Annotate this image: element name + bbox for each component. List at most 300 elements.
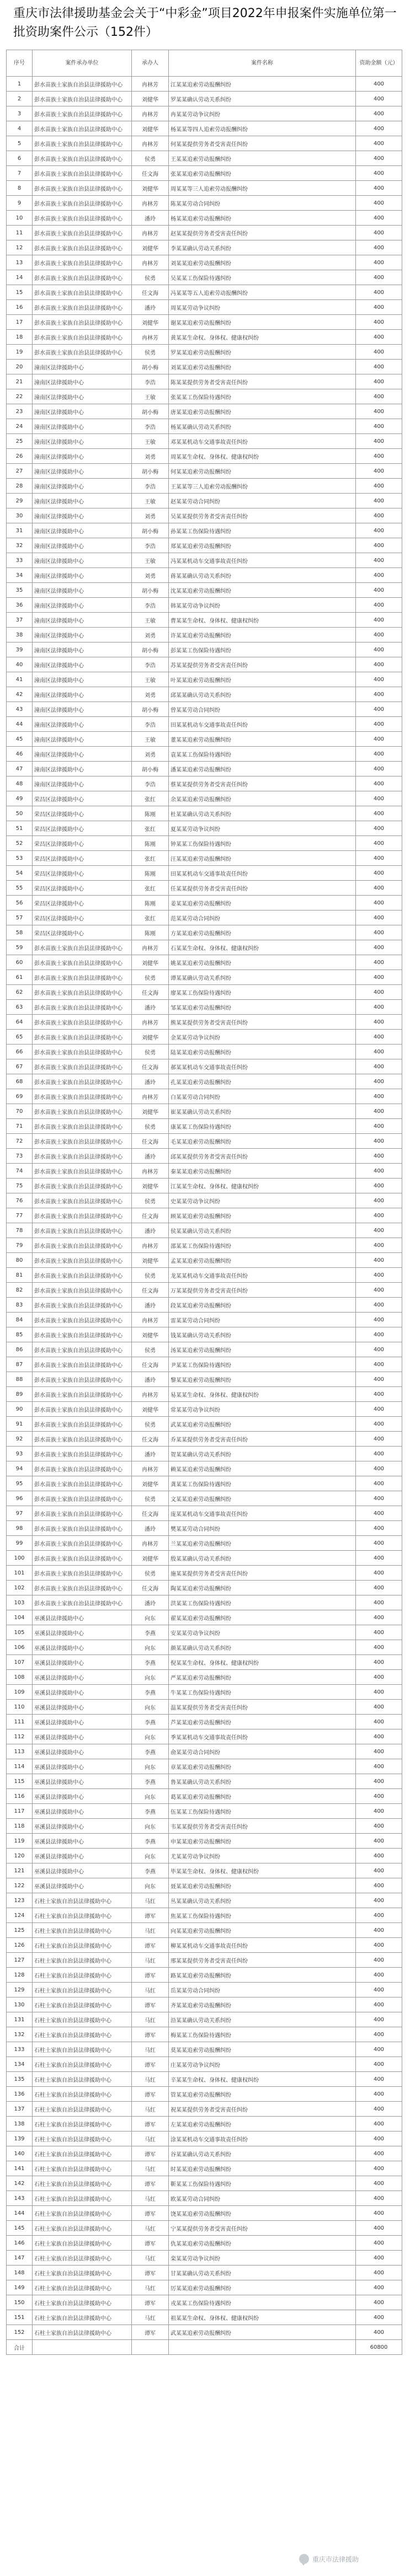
row-person: 谭军: [132, 2295, 169, 2310]
row-person: 冉林芳: [132, 196, 169, 211]
row-case: 庞某某机动车交通事故责任纠纷: [169, 1506, 356, 1521]
row-index: 30: [7, 508, 33, 523]
row-index: 85: [7, 1327, 33, 1342]
row-index: 59: [7, 940, 33, 955]
row-case: 毛某某追索劳动报酬纠纷: [169, 1134, 356, 1149]
table-row: [7, 657, 402, 672]
row-org: 巫溪县法律援助中心: [33, 1715, 132, 1729]
row-person: 向东: [132, 1789, 169, 1804]
row-person: 谭军: [132, 2027, 169, 2042]
row-org: 潼南区法律援助中心: [33, 687, 132, 702]
row-org: 巫溪县法律援助中心: [33, 1878, 132, 1893]
row-org: 彭水苗族土家族自治县法律援助中心: [33, 1357, 132, 1372]
row-amount: 400: [356, 940, 402, 955]
table-row: [7, 1997, 402, 2012]
row-case: 吴某某提供劳务者受害责任纠纷: [169, 508, 356, 523]
row-case: 崔某某确认劳动关系纠纷: [169, 1104, 356, 1119]
header-person: 承办人: [132, 50, 169, 77]
row-org: 彭水苗族土家族自治县法律援助中心: [33, 270, 132, 285]
row-person: 冉林芳: [132, 1015, 169, 1030]
row-index: 9: [7, 196, 33, 211]
row-org: 巫溪县法律援助中心: [33, 1685, 132, 1700]
row-amount: 400: [356, 270, 402, 285]
row-org: 彭水苗族土家族自治县法律援助中心: [33, 1595, 132, 1610]
table-row: [7, 196, 402, 211]
table-row: [7, 732, 402, 747]
table-row: [7, 1447, 402, 1461]
row-org: 潼南区法律援助中心: [33, 568, 132, 583]
table-row: [7, 1610, 402, 1625]
table-row: [7, 538, 402, 553]
table-row: [7, 1744, 402, 1759]
row-org: 潼南区法律援助中心: [33, 374, 132, 389]
row-case: 周某某等三人追索劳动报酬纠纷: [169, 181, 356, 196]
row-amount: 400: [356, 1313, 402, 1327]
row-org: 石柱土家族自治县法律援助中心: [33, 2191, 132, 2206]
row-person: 李燕: [132, 1744, 169, 1759]
total-empty-cell: [132, 2340, 169, 2355]
row-index: 99: [7, 1536, 33, 1551]
row-amount: 400: [356, 151, 402, 166]
row-case: 路某某追索劳动报酬纠纷: [169, 1968, 356, 1983]
row-person: 王敏: [132, 434, 169, 449]
watermark-text: 重庆市法律援助: [312, 2555, 359, 2563]
row-amount: 400: [356, 1104, 402, 1119]
table-row: [7, 628, 402, 642]
row-case: 仇某某追索劳动报酬纠纷: [169, 2236, 356, 2251]
row-org: 石柱土家族自治县法律援助中心: [33, 2087, 132, 2102]
table-row: [7, 121, 402, 136]
row-org: 石柱土家族自治县法律援助中心: [33, 1923, 132, 1938]
row-case: 许某某追索劳动报酬纠纷: [169, 628, 356, 642]
row-index: 129: [7, 1983, 33, 1997]
row-index: 120: [7, 1849, 33, 1863]
table-row: [7, 970, 402, 985]
row-person: 冉林芳: [132, 226, 169, 240]
row-index: 103: [7, 1595, 33, 1610]
row-case: 季某某机动车交通事故责任纠纷: [169, 1729, 356, 1744]
row-case: 邓某某机动车交通事故责任纠纷: [169, 434, 356, 449]
row-index: 127: [7, 1953, 33, 1968]
table-row: [7, 1878, 402, 1893]
table-row: [7, 1536, 402, 1551]
header-amount: 资助金额（元）: [356, 50, 402, 77]
row-amount: 400: [356, 211, 402, 226]
table-row: [7, 2206, 402, 2221]
row-index: 141: [7, 2161, 33, 2176]
row-person: 冉林芳: [132, 106, 169, 121]
row-org: 石柱土家族自治县法律援助中心: [33, 2132, 132, 2146]
row-amount: 400: [356, 1372, 402, 1387]
row-person: 刘健华: [132, 181, 169, 196]
row-index: 65: [7, 1030, 33, 1045]
row-case: 陈某某劳动合同纠纷: [169, 196, 356, 211]
row-index: 123: [7, 1893, 33, 1908]
table-row: [7, 2236, 402, 2251]
table-row: [7, 166, 402, 181]
row-case: 彭某某工伤保险待遇纠纷: [169, 642, 356, 657]
row-index: 2: [7, 92, 33, 106]
row-case: 熊某某提供劳务者受害责任纠纷: [169, 1015, 356, 1030]
row-case: 柳某某机动车交通事故责任纠纷: [169, 1938, 356, 1953]
row-org: 彭水苗族土家族自治县法律援助中心: [33, 1566, 132, 1581]
row-amount: 400: [356, 523, 402, 538]
row-amount: 400: [356, 911, 402, 925]
row-amount: 400: [356, 360, 402, 374]
row-index: 97: [7, 1506, 33, 1521]
table-row: [7, 896, 402, 911]
row-case: 邱某某提供劳务者受害责任纠纷: [169, 1149, 356, 1164]
row-person: 马红: [132, 2310, 169, 2325]
row-case: 尤某某劳动争议纠纷: [169, 1849, 356, 1863]
row-org: 彭水苗族土家族自治县法律援助中心: [33, 1015, 132, 1030]
row-case: 左某某追索劳动报酬纠纷: [169, 2117, 356, 2132]
row-amount: 400: [356, 955, 402, 970]
row-person: 陈刚: [132, 896, 169, 911]
row-case: 谢某某追索劳动报酬纠纷: [169, 315, 356, 330]
row-person: 侯勇: [132, 1045, 169, 1059]
row-amount: 400: [356, 672, 402, 687]
row-amount: 400: [356, 821, 402, 836]
table-row: [7, 553, 402, 568]
row-case: 王某某等三人追索劳动报酬纠纷: [169, 479, 356, 494]
table-row: [7, 791, 402, 806]
row-index: 100: [7, 1551, 33, 1566]
row-case: 聂某某追索劳动报酬纠纷: [169, 1878, 356, 1893]
table-row: [7, 1566, 402, 1581]
table-row: [7, 2117, 402, 2132]
row-person: 刘勇: [132, 508, 169, 523]
row-org: 彭水苗族土家族自治县法律援助中心: [33, 285, 132, 300]
row-index: 64: [7, 1015, 33, 1030]
row-person: 任文海: [132, 285, 169, 300]
row-case: 倪某某生命权、身体权、健康权纠纷: [169, 1655, 356, 1670]
row-amount: 400: [356, 1715, 402, 1729]
table-row: [7, 315, 402, 330]
row-case: 董某某追索劳动报酬纠纷: [169, 732, 356, 747]
row-case: 李某某确认劳动关系纠纷: [169, 240, 356, 255]
row-amount: 400: [356, 2191, 402, 2206]
row-index: 81: [7, 1268, 33, 1283]
row-person: 刘勇: [132, 449, 169, 464]
row-index: 16: [7, 300, 33, 315]
row-case: 兰某某追索劳动报酬纠纷: [169, 1536, 356, 1551]
row-index: 92: [7, 1432, 33, 1447]
row-index: 69: [7, 1089, 33, 1104]
table-row: [7, 583, 402, 598]
row-org: 荣昌区法律援助中心: [33, 791, 132, 806]
row-amount: 400: [356, 1551, 402, 1566]
row-index: 80: [7, 1253, 33, 1268]
table-row: [7, 1283, 402, 1298]
row-org: 荣昌区法律援助中心: [33, 851, 132, 866]
row-index: 57: [7, 911, 33, 925]
table-row: [7, 1893, 402, 1908]
row-amount: 400: [356, 1521, 402, 1536]
row-case: 易某某生命权、身体权、健康权纠纷: [169, 1387, 356, 1402]
table-row: [7, 1074, 402, 1089]
row-person: 谭军: [132, 2057, 169, 2072]
row-index: 112: [7, 1729, 33, 1744]
row-case: 陶某某追索劳动报酬纠纷: [169, 1581, 356, 1595]
row-case: 廖某某工伤保险待遇纠纷: [169, 985, 356, 1000]
row-amount: 400: [356, 568, 402, 583]
row-index: 73: [7, 1149, 33, 1164]
row-case: 石某某生命权、身体权、健康权纠纷: [169, 940, 356, 955]
row-person: 马红: [132, 2251, 169, 2266]
row-amount: 400: [356, 717, 402, 732]
row-amount: 400: [356, 1729, 402, 1744]
row-org: 石柱土家族自治县法律援助中心: [33, 2102, 132, 2117]
row-amount: 400: [356, 628, 402, 642]
row-case: 韩某某劳动争议纠纷: [169, 598, 356, 613]
row-index: 19: [7, 345, 33, 360]
row-person: 刘健华: [132, 1253, 169, 1268]
table-row: [7, 1700, 402, 1715]
table-row: [7, 360, 402, 374]
table-row: [7, 911, 402, 925]
row-org: 彭水苗族土家族自治县法律援助中心: [33, 77, 132, 92]
row-index: 36: [7, 598, 33, 613]
row-case: 蔡某某提供劳务者受害责任纠纷: [169, 776, 356, 791]
table-row: [7, 240, 402, 255]
row-person: 侯勇: [132, 1342, 169, 1357]
table-row: [7, 136, 402, 151]
row-person: 张红: [132, 791, 169, 806]
row-person: 李浩: [132, 538, 169, 553]
table-row: [7, 449, 402, 464]
table-row: [7, 2027, 402, 2042]
table-row: [7, 1193, 402, 1208]
table-row: [7, 151, 402, 166]
row-case: 戎某某工伤保险待遇纠纷: [169, 2295, 356, 2310]
row-case: 金某某劳动争议纠纷: [169, 1030, 356, 1045]
table-row: [7, 806, 402, 821]
row-org: 彭水苗族土家族自治县法律援助中心: [33, 1521, 132, 1536]
row-case: 秦某某追索劳动报酬纠纷: [169, 1164, 356, 1179]
table-row: [7, 285, 402, 300]
table-row: [7, 1819, 402, 1834]
row-amount: 400: [356, 657, 402, 672]
row-amount: 400: [356, 2325, 402, 2340]
row-case: 韦某某提供劳务者受害责任纠纷: [169, 1819, 356, 1834]
row-amount: 400: [356, 121, 402, 136]
row-amount: 400: [356, 166, 402, 181]
row-index: 98: [7, 1521, 33, 1536]
row-org: 潼南区法律援助中心: [33, 613, 132, 628]
row-index: 40: [7, 657, 33, 672]
row-person: 胡小梅: [132, 762, 169, 776]
row-index: 51: [7, 821, 33, 836]
row-index: 53: [7, 851, 33, 866]
table-row: [7, 1104, 402, 1119]
row-amount: 400: [356, 2102, 402, 2117]
table-row: [7, 389, 402, 404]
row-amount: 400: [356, 389, 402, 404]
row-case: 杨某某确认劳动关系纠纷: [169, 419, 356, 434]
row-org: 彭水苗族土家族自治县法律援助中心: [33, 151, 132, 166]
row-amount: 400: [356, 1357, 402, 1372]
row-amount: 400: [356, 1804, 402, 1819]
row-amount: 400: [356, 1670, 402, 1685]
page-title: 重庆市法律援助基金会关于“中彩金”项目2022年申报案件实施单位第一批资助案件公示（152件）: [13, 7, 397, 39]
row-case: 万某某提供劳务者受害责任纠纷: [169, 1283, 356, 1298]
table-row: [7, 1789, 402, 1804]
row-index: 114: [7, 1759, 33, 1774]
row-org: 潼南区法律援助中心: [33, 464, 132, 479]
total-label: 合计: [7, 2340, 33, 2355]
row-case: 叶某某追索劳动报酬纠纷: [169, 672, 356, 687]
row-index: 79: [7, 1238, 33, 1253]
row-person: 刘健华: [132, 1402, 169, 1417]
row-org: 石柱土家族自治县法律援助中心: [33, 1968, 132, 1983]
row-org: 潼南区法律援助中心: [33, 717, 132, 732]
row-case: 武某某追索劳动报酬纠纷: [169, 1417, 356, 1432]
table-row: [7, 2057, 402, 2072]
row-index: 33: [7, 553, 33, 568]
row-amount: 400: [356, 1685, 402, 1700]
row-amount: 400: [356, 2042, 402, 2057]
row-amount: 400: [356, 404, 402, 419]
row-person: 冉林芳: [132, 1387, 169, 1402]
table-row: [7, 866, 402, 881]
table-row: [7, 1506, 402, 1521]
row-person: 胡小梅: [132, 702, 169, 717]
row-amount: 400: [356, 77, 402, 92]
row-case: 颜某某确认劳动关系纠纷: [169, 1640, 356, 1655]
row-amount: 400: [356, 1610, 402, 1625]
row-amount: 400: [356, 2161, 402, 2176]
row-index: 152: [7, 2325, 33, 2340]
row-org: 潼南区法律援助中心: [33, 479, 132, 494]
row-index: 119: [7, 1834, 33, 1849]
row-person: 侯勇: [132, 1193, 169, 1208]
table-row: [7, 776, 402, 791]
row-index: 125: [7, 1923, 33, 1938]
row-index: 111: [7, 1715, 33, 1729]
table-row: [7, 1119, 402, 1134]
row-amount: 400: [356, 2176, 402, 2191]
row-index: 17: [7, 315, 33, 330]
row-person: 侯勇: [132, 151, 169, 166]
row-case: 郑某某追索劳动报酬纠纷: [169, 538, 356, 553]
row-amount: 400: [356, 1402, 402, 1417]
total-empty-cell: [169, 2340, 356, 2355]
row-person: 潘玲: [132, 300, 169, 315]
row-case: 樊某某劳动合同纠纷: [169, 1521, 356, 1536]
table-row: [7, 270, 402, 285]
row-case: 段某某追索劳动报酬纠纷: [169, 1298, 356, 1313]
row-org: 彭水苗族土家族自治县法律援助中心: [33, 1447, 132, 1461]
table-row: [7, 106, 402, 121]
row-person: 李浩: [132, 479, 169, 494]
row-person: 陈刚: [132, 806, 169, 821]
row-index: 52: [7, 836, 33, 851]
row-case: 莫某某追索劳动报酬纠纷: [169, 2042, 356, 2057]
row-person: 任文海: [132, 1134, 169, 1149]
table-row: [7, 1208, 402, 1223]
row-case: 武某某追索劳动报酬纠纷: [169, 2325, 356, 2340]
row-case: 庄某某劳动争议纠纷: [169, 2057, 356, 2072]
table-row: [7, 1015, 402, 1030]
row-person: 李燕: [132, 1863, 169, 1878]
row-case: 夏某某劳动争议纠纷: [169, 821, 356, 836]
row-case: 郝某某机动车交通事故责任纠纷: [169, 1059, 356, 1074]
row-amount: 400: [356, 1893, 402, 1908]
row-amount: 400: [356, 136, 402, 151]
row-case: 吴某某工伤保险待遇纠纷: [169, 270, 356, 285]
row-index: 43: [7, 702, 33, 717]
table-row: [7, 1983, 402, 1997]
row-person: 王敏: [132, 494, 169, 508]
row-org: 石柱土家族自治县法律援助中心: [33, 1893, 132, 1908]
row-amount: 400: [356, 300, 402, 315]
row-amount: 400: [356, 881, 402, 896]
table-row: [7, 2310, 402, 2325]
row-org: 彭水苗族土家族自治县法律援助中心: [33, 345, 132, 360]
row-person: 李燕: [132, 1685, 169, 1700]
row-person: 李燕: [132, 1804, 169, 1819]
row-index: 35: [7, 583, 33, 598]
row-org: 潼南区法律援助中心: [33, 389, 132, 404]
row-org: 潼南区法律援助中心: [33, 553, 132, 568]
row-person: 侯勇: [132, 970, 169, 985]
row-index: 29: [7, 494, 33, 508]
row-person: 刘健华: [132, 1030, 169, 1045]
row-index: 108: [7, 1670, 33, 1685]
row-amount: 400: [356, 836, 402, 851]
row-index: 94: [7, 1461, 33, 1476]
table-row: [7, 672, 402, 687]
row-amount: 400: [356, 1968, 402, 1983]
row-amount: 400: [356, 1908, 402, 1923]
row-person: 胡小梅: [132, 583, 169, 598]
table-row: [7, 955, 402, 970]
row-index: 72: [7, 1134, 33, 1149]
row-index: 15: [7, 285, 33, 300]
table-row: [7, 92, 402, 106]
row-index: 135: [7, 2072, 33, 2087]
table-row: [7, 508, 402, 523]
row-index: 66: [7, 1045, 33, 1059]
row-amount: 400: [356, 2132, 402, 2146]
table-row: [7, 1863, 402, 1878]
table-row: [7, 2325, 402, 2340]
table-body: [7, 77, 402, 2340]
row-person: 王敏: [132, 553, 169, 568]
row-case: 杜某某确认劳动关系纠纷: [169, 806, 356, 821]
row-org: 彭水苗族土家族自治县法律援助中心: [33, 1089, 132, 1104]
row-org: 潼南区法律援助中心: [33, 672, 132, 687]
row-person: 向东: [132, 1700, 169, 1715]
row-person: 任文海: [132, 1059, 169, 1074]
row-person: 任文海: [132, 1506, 169, 1521]
row-index: 42: [7, 687, 33, 702]
row-person: 张红: [132, 911, 169, 925]
row-person: 陈刚: [132, 866, 169, 881]
row-index: 46: [7, 747, 33, 762]
row-org: 彭水苗族土家族自治县法律援助中心: [33, 226, 132, 240]
row-org: 彭水苗族土家族自治县法律援助中心: [33, 1193, 132, 1208]
row-case: 时某某追索劳动报酬纠纷: [169, 2161, 356, 2176]
row-amount: 400: [356, 1015, 402, 1030]
row-person: 刘健华: [132, 1476, 169, 1491]
row-case: 靳某某工伤保险待遇纠纷: [169, 2176, 356, 2191]
row-index: 147: [7, 2251, 33, 2266]
row-case: 邹某某追索劳动报酬纠纷: [169, 1000, 356, 1015]
row-case: 严某某追索劳动报酬纠纷: [169, 1670, 356, 1685]
row-case: 罗某某追索劳动报酬纠纷: [169, 345, 356, 360]
